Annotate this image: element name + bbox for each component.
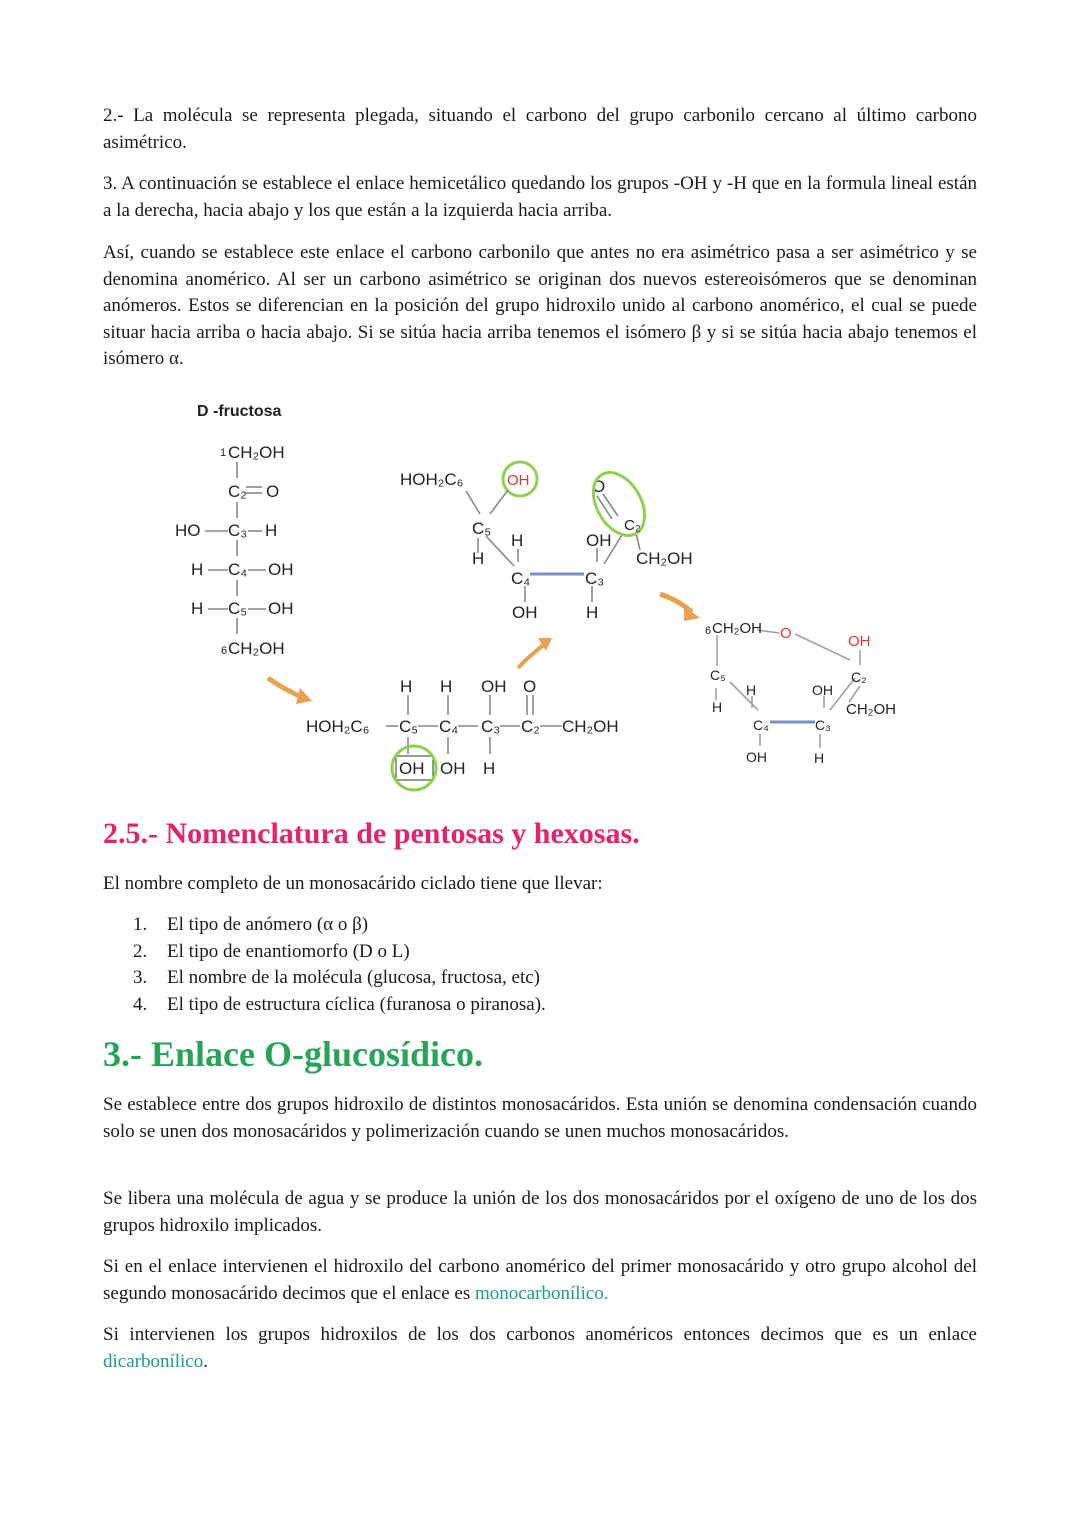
folded-h-c5: H <box>472 549 485 568</box>
chain-h-c3: H <box>483 759 496 778</box>
folded-hoh2c6: HOH₂C₆ <box>400 470 464 489</box>
oh-c4: OH <box>268 560 294 579</box>
folded-h-c3: H <box>586 603 599 622</box>
ring-ch2oh-c1: CH₂OH <box>846 701 896 718</box>
ring-carbon-number-6: 6 <box>705 625 712 637</box>
section-3-paragraph-4: Si intervienen los grupos hidroxilos de los dos carbonos anoméricos entonces decimos que es un enlace dicarbonílico. <box>103 1324 977 1372</box>
folded-c4: C₄ <box>511 569 531 588</box>
ring-oh-c4: OH <box>746 749 767 765</box>
figure-title: D -fructosa <box>197 403 282 420</box>
arrow-2 <box>518 644 545 668</box>
carbon-number-1: 1 <box>220 447 227 459</box>
h-c3: H <box>265 521 278 540</box>
chain-o: O <box>523 677 537 696</box>
chain-h-2: H <box>440 677 453 696</box>
chain-oh-top: OH <box>481 677 507 696</box>
ring-h-c4: H <box>746 682 757 698</box>
ch2oh-top: CH₂OH <box>228 443 285 462</box>
folded-c5: C₅ <box>472 519 492 538</box>
monocarbonilico-term: monocarbonílico. <box>474 1282 609 1304</box>
section-3-heading: 3.- Enlace O-glucosídico. <box>103 1034 483 1074</box>
dicarbonilico-term: dicarbonílico <box>103 1350 204 1372</box>
section-2-5-heading: 2.5.- Nomenclatura de pentosas y hexosas. <box>103 817 640 850</box>
section-2-5-intro: El nombre completo de un monosacárido ciclado tiene que llevar: <box>103 873 603 894</box>
ring-h-c5: H <box>712 699 723 715</box>
ch2oh-bottom: CH₂OH <box>228 639 285 658</box>
section-3-paragraph-1: Se establece entre dos grupos hidroxilo de distintos monosacáridos. Esta unión se denomina condensación cuando solo se unen dos monosacáridos y polimerización cuando se unen muchos monosacáridos. <box>103 1094 977 1142</box>
ring-ch2oh-c6: CH₂OH <box>712 620 762 637</box>
section-3-paragraph-2: Se libera una molécula de agua y se produce la unión de los dos monosacáridos por el oxígeno de uno de los dos grupos hidroxilo implicados. <box>103 1188 977 1236</box>
folded-ch2oh: CH₂OH <box>636 549 693 568</box>
chain-oh-c4: OH <box>440 759 466 778</box>
ring-c2: C₂ <box>851 669 867 685</box>
fructose-cyclization-figure <box>0 390 1080 810</box>
ring-c5: C₅ <box>710 667 726 683</box>
carbon-2: C₂ <box>228 482 247 501</box>
nomenclature-list <box>133 912 546 1018</box>
ring-oxygen: O <box>780 625 792 642</box>
paragraph-anomeric: Así, cuando se establece este enlace el carbono carbonilo que antes no era asimétrico pasa a ser asimétrico y se denomina anomérico. Al ser un carbono asimétrico se originan dos nuevos estereoisómeros que se denominan anómeros. Estos se diferencian en la posición del grupo hidroxilo unido al carbono anomérico, el cual se puede situar hacia arriba o hacia abajo. Si se sitúa hacia arriba tenemos el isómero β y si se sitúa hacia abajo tenemos el isómero α. <box>103 242 977 369</box>
list-item: 2. El tipo de enantiomorfo (D o L) <box>133 940 410 962</box>
folded-c2: C₂ <box>624 517 641 534</box>
ring-oh-anomeric: OH <box>848 633 871 650</box>
chain-hoh2c6: HOH₂C₆ <box>306 717 370 736</box>
paragraph-step-2: 2.- La molécula se representa plegada, situando el carbono del grupo carbonilo cercano al último carbono asimétrico. <box>103 105 977 153</box>
chain-c3: C₃ <box>481 717 501 736</box>
ring-c4: C₄ <box>753 717 769 733</box>
h-c5: H <box>191 599 204 618</box>
folded-c3: C₃ <box>585 569 605 588</box>
section-3-paragraph-3: Si en el enlace intervienen el hidroxilo del carbono anomérico del primer monosacárido y otro grupo alcohol del segundo monosacárido decimos que el enlace es monocarbonílico. <box>103 1256 977 1304</box>
list-item: 3. El nombre de la molécula (glucosa, fructosa, etc) <box>133 967 540 988</box>
folded-oh-red: OH <box>507 472 530 489</box>
h-c4: H <box>191 560 204 579</box>
chain-h-1: H <box>400 677 413 696</box>
folded-oh-c3: OH <box>586 531 612 550</box>
carbon-4: C₄ <box>228 560 248 579</box>
oh-c5: OH <box>268 599 294 618</box>
chain-c4: C₄ <box>439 717 459 736</box>
list-item: 4. El tipo de estructura cíclica (furanosa o piranosa). <box>133 993 546 1015</box>
carbon-3: C₃ <box>228 521 248 540</box>
chain-c5: C₅ <box>399 717 419 736</box>
paragraph-step-3: 3. A continuación se establece el enlace hemicetálico quedando los grupos -OH y -H que en la formula lineal están a la derecha, hacia abajo y los que están a la izquierda hacia arriba. <box>103 173 977 221</box>
ring-h-c3: H <box>814 750 825 766</box>
chain-c2: C₂ <box>521 717 540 736</box>
ring-oh-c3: OH <box>812 682 833 698</box>
ho-c3: HO <box>175 521 201 540</box>
carbon-number-6: 6 <box>221 645 228 657</box>
chain-ch2oh: CH₂OH <box>562 717 619 736</box>
carbonyl-oxygen: O <box>266 482 280 501</box>
carbon-5: C₅ <box>228 599 248 618</box>
chain-oh-c5: OH <box>399 759 425 778</box>
list-item: 1. El tipo de anómero (α o β) <box>133 914 369 935</box>
folded-carbonyl-o: O <box>592 477 606 496</box>
folded-oh-c4: OH <box>512 603 538 622</box>
ring-c3: C₃ <box>815 717 831 733</box>
folded-h-c4: H <box>511 531 524 550</box>
